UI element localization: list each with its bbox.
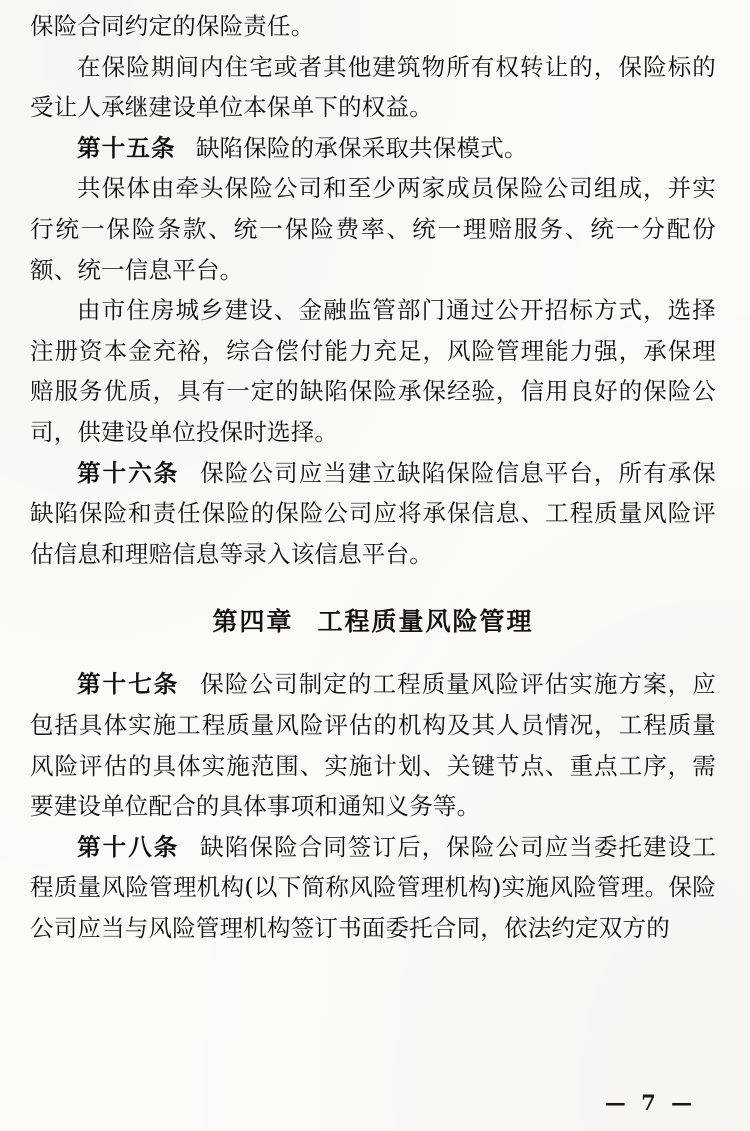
paragraph-bidding	[30, 290, 716, 452]
paragraph-text: 共保体由牵头保险公司和至少两家成员保险公司组成，并实行统一保险条款、统一保险费率、统一理赔服务、统一分配份额、统一信息平台。	[30, 174, 716, 284]
page-number: — 7 —	[604, 1090, 696, 1115]
chapter-label: 第四章	[212, 607, 294, 637]
document-body-top	[30, 6, 716, 574]
paragraph-text: 由市住房城乡建设、金融监管部门通过公开招标方式，选择注册资本金充裕，综合偿付能力充足，风险管理能力强，承保理赔服务优质，具有一定的缺陷保险承保经验，信用良好的保险公司，供建设单位投保时选择。	[30, 296, 716, 446]
paragraph-article-16	[30, 453, 716, 575]
paragraph-text: 在保险期间内住宅或者其他建筑物所有权转让的，保险标的受让人承继建设单位本保单下的权益。	[30, 52, 716, 122]
paragraph-article-15	[30, 128, 716, 169]
chapter-title: 工程质量风险管理	[317, 607, 534, 637]
chapter-heading	[30, 602, 716, 642]
paragraph-text: 保险公司制定的工程质量风险评估实施方案，应包括具体实施工程质量风险评估的机构及其人员情况，工程质量风险评估的具体实施范围、实施计划、关键节点、重点工序，需要建设单位配合的具体事项和通知义务等。	[30, 670, 716, 821]
article-number-18: 第十八条	[77, 832, 180, 861]
paragraph-article-18	[30, 827, 716, 949]
paragraph-text: 缺陷保险合同签订后，保险公司应当委托建设工程质量风险管理机构(以下简称风险管理机构)实施风险管理。保险公司应当与风险管理机构签订书面委托合同，依法约定双方的	[30, 832, 716, 942]
paragraph-text: 缺陷保险的承保采取共保模式。	[195, 133, 528, 162]
paragraph-article-17	[30, 664, 716, 826]
article-number-17: 第十七条	[77, 670, 180, 699]
paragraph-continued	[30, 6, 716, 47]
article-number-16: 第十六条	[77, 458, 180, 487]
paragraph-text: 保险公司应当建立缺陷保险信息平台，所有承保缺陷保险和责任保险的保险公司应将承保信息、工程质量风险评估信息和理赔信息等录入该信息平台。	[30, 458, 716, 568]
paragraph-coinsurance	[30, 168, 716, 290]
paragraph-ownership-transfer	[30, 47, 716, 128]
document-body-bottom	[30, 664, 716, 948]
article-number-15: 第十五条	[77, 133, 176, 162]
paragraph-text: 保险合同约定的保险责任。	[30, 12, 315, 40]
